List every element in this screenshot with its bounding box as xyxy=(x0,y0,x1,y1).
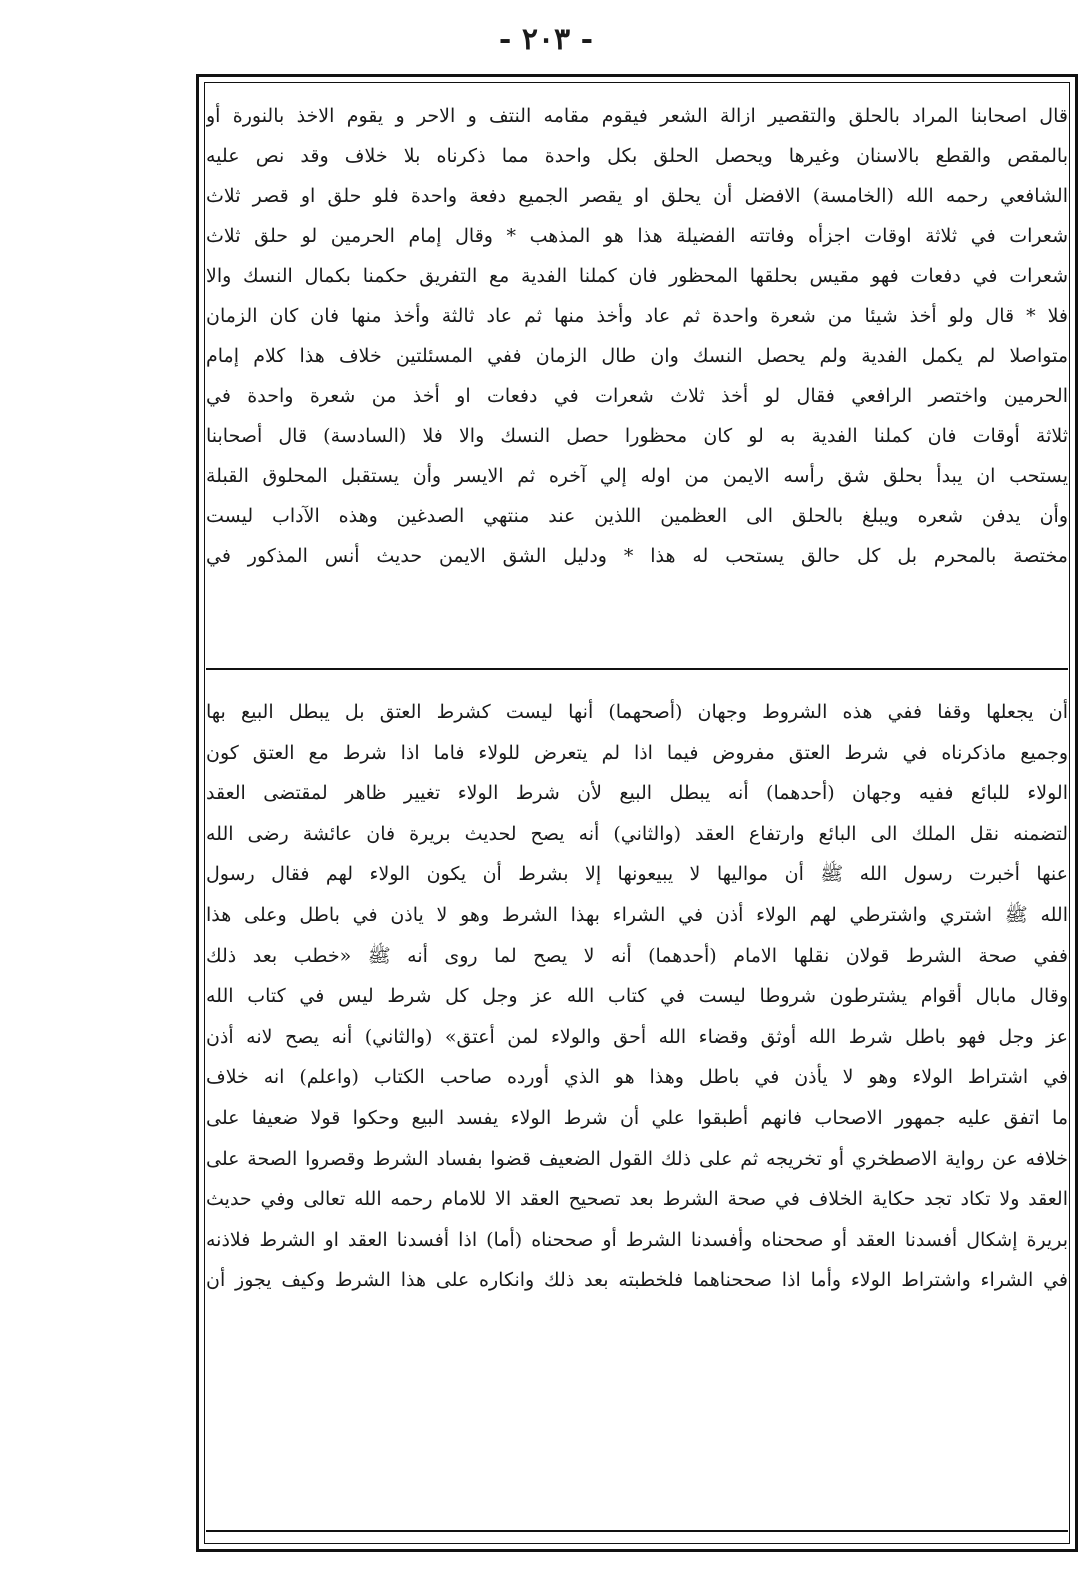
lower-text-line: عز وجل فهو باطل شرط الله أوثق وقضاء الله أحق والولاء لمن أعتق» (والثاني) أنه يصح لانه أذن xyxy=(206,1025,1068,1048)
lower-text-block xyxy=(206,692,1068,1301)
lower-text-line: في الشراء واشتراط الولاء وأما اذا صححناهما فلخطبته بعد ذلك وانكاره على هذا الشرط وكيف يجوز أن xyxy=(206,1269,1068,1292)
upper-text-line: مختصة بالمحرم بل كل حالق يستحب له هذا * ودليل الشق الايمن حديث أنس المذكور في xyxy=(206,545,1068,567)
lower-text-line: بريرة إشكال أفسدنا العقد أو صححناه وأفسدنا الشرط أو صححناه (أما) اذا أفسدنا العقد او الشرط فلاذنه xyxy=(206,1228,1068,1251)
lower-text-line: أن يجعلها وقفا ففي هذه الشروط وجهان (أصحهما) أنها ليست كشرط العتق بل يبطل البيع بها xyxy=(206,701,1068,723)
page-number: - ٢٠٣ - xyxy=(498,22,594,57)
lower-text-line: لتضمنه نقل الملك الى البائع وارتفاع العقد (والثاني) أنه يصح لحديث بريرة فان عائشة رضى الله xyxy=(206,822,1068,845)
lower-text-line: وجميع ماذكرناه في شرط العتق مفروض فيما اذا لم يتعرض للولاء فاما اذا شرط مع العتق كون xyxy=(206,741,1068,764)
bottom-rule xyxy=(206,1530,1068,1532)
upper-text-line: شعرات في ثلاثة اوقات اجزأه وفاتته الفضيلة هذا هو المذهب * وقال إمام الحرمين لو حلق ثلاث xyxy=(206,225,1068,247)
lower-text-line: وقال مابال أقوام يشترطون شروطا ليست في كتاب الله عز وجل كل شرط ليس في كتاب الله xyxy=(206,985,1068,1008)
upper-text-line: شعرات في دفعات فهو مقيس بحلقها المحظور فان كملنا الفدية مع التفريق حكمنا بكمال النسك والا xyxy=(206,265,1068,287)
upper-text-line: يستحب ان يبدأ بحلق شق رأسه الايمن من اوله إلي آخره ثم الايسر وأن يستقبل المحلوق القبلة xyxy=(206,465,1068,487)
upper-text-line: بالمقص والقطع بالاسنان وغيرها ويحصل الحلق بكل واحدة مما ذكرناه بلا خلاف وقد نص عليه xyxy=(206,145,1068,167)
lower-text-line: العقد ولا تكاد تجد حكاية الخلاف في صحة الشرط بعد تصحيح العقد الا للامام رحمه الله تعالى وفي حديث xyxy=(206,1188,1068,1211)
upper-text-line: وأن يدفن شعره ويبلغ بالحلق الى العظمين اللذين عند منتهي الصدغين وهذه الآداب ليست xyxy=(206,505,1068,527)
lower-text-line: الولاء للبائع ففيه وجهان (أحدهما) أنه يبطل البيع لأن شرط الولاء تغيير ظاهر لمقتضى العقد xyxy=(206,782,1068,805)
upper-text-line: قال اصحابنا المراد بالحلق والتقصير ازالة الشعر فيقوم مقامه النتف و الاحر و يقوم الاخذ بالنورة أو xyxy=(206,105,1068,127)
lower-text-line: في اشتراط الولاء وهو لا يأذن في باطل وهذا هو الذي أورده صاحب الكتاب (واعلم) انه خلاف xyxy=(206,1066,1068,1089)
lower-text-line: ما اتفق عليه جمهور الاصحاب فانهم أطبقوا علي أن شرط الولاء يفسد البيع وحكوا قولا ضعيفا على xyxy=(206,1106,1068,1129)
upper-text-line: الحرمين واختصر الرافعي فقال لو أخذ ثلاث شعرات في دفعات او أخذ من شعرة واحدة في xyxy=(206,385,1068,407)
upper-text-line: فلا * قال ولو أخذ شيئا من شعرة واحدة ثم عاد وأخذ منها ثم عاد ثالثة وأخذ منها فان كان الزمان xyxy=(206,305,1068,327)
upper-text-line: الشافعي رحمه الله (الخامسة) الافضل أن يحلق او يقصر الجميع دفعة واحدة فلو حلق او قصر ثلاث xyxy=(206,185,1068,207)
lower-text-line: ففي صحة الشرط قولان نقلها الامام (أحدهما) أنه لا يصح لما روى أنه ﷺ «خطب بعد ذلك xyxy=(206,944,1068,967)
upper-text-block xyxy=(206,96,1068,576)
upper-text-line: متواصلا لم يكمل الفدية ولم يحصل النسك وان طال الزمان ففي المسئلتين خلاف هذا كلام إمام xyxy=(206,345,1068,367)
lower-text-line: الله ﷺ اشتري واشترطي لهم الولاء أذن في الشراء بهذا الشرط وهو لا ياذن في باطل وعلى هذا xyxy=(206,903,1068,926)
lower-text-line: خلافه عن رواية الاصطخري أو تخريجه ثم على ذلك القول الضعيف قضوا بفساد الشرط وقصروا الصحة على xyxy=(206,1147,1068,1170)
lower-text-line: عنها أخبرت رسول الله ﷺ أن مواليها لا يبيعونها إلا بشرط أن يكون الولاء لهم فقال رسول xyxy=(206,863,1068,886)
section-separator xyxy=(206,668,1068,670)
upper-text-line: ثلاثة أوقات فان كملنا الفدية به لو كان محظورا حصل النسك والا فلا (السادسة) قال أصحابنا xyxy=(206,425,1068,447)
